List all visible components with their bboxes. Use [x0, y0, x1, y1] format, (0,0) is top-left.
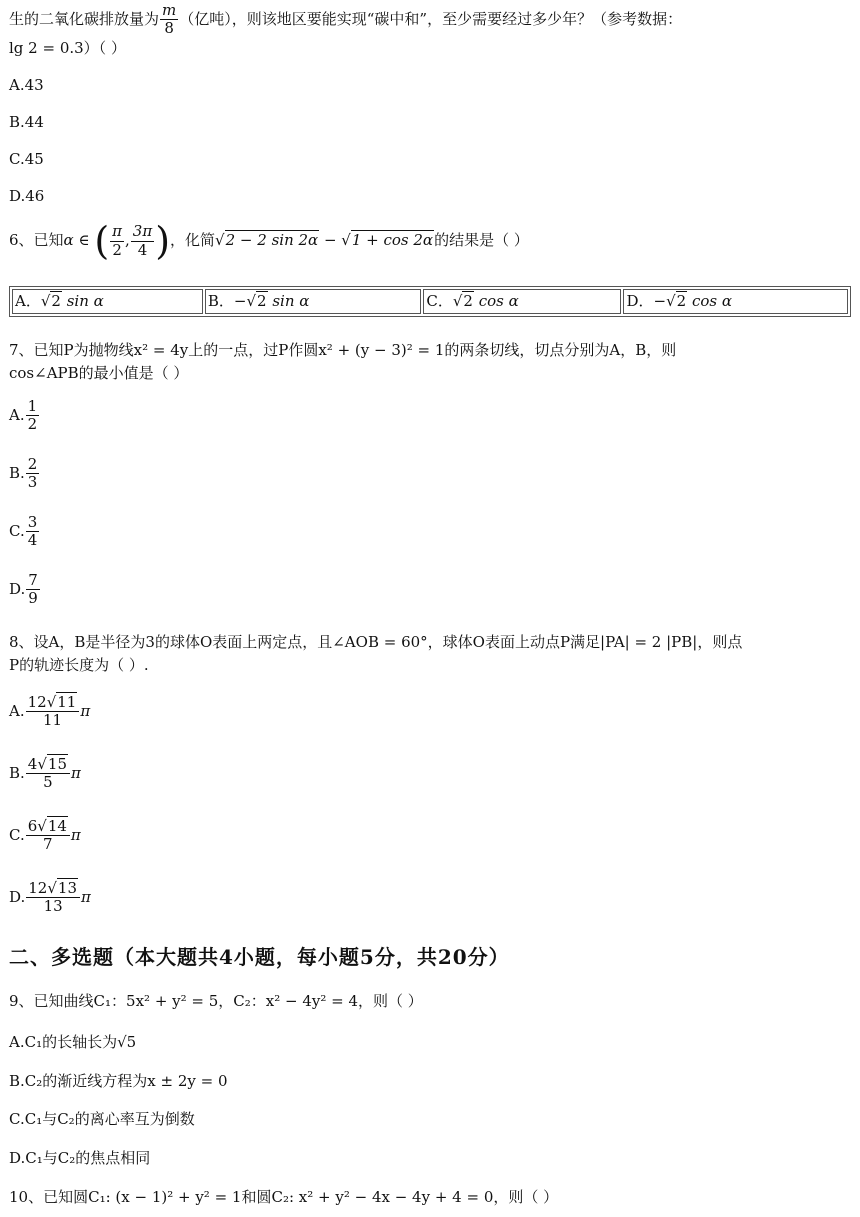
q6-paren-left: (	[94, 219, 110, 263]
q5-text-b: （亿吨），则该地区要能实现“碳中和”，至少需要经过多少年？（参考数据：	[179, 9, 683, 28]
q6-stem	[9, 219, 529, 263]
q6-opt-d-fn: cos α	[691, 292, 732, 311]
q8-opt-b-rad: 15	[47, 755, 67, 773]
q5-option-a: A.43	[9, 76, 44, 94]
q7-option-b	[9, 456, 40, 492]
q8-opt-d-coef: 12	[28, 879, 48, 897]
q8-option-b: B. $\frac{4√15}{5}$ π	[9, 755, 81, 792]
q8-opt-b-coef: 4	[27, 755, 38, 773]
q8-stem-line2: P的轨迹长度为（ ）.	[9, 656, 149, 674]
q7-opt-a-num: 1	[27, 397, 38, 415]
q5-option-b: B.44	[9, 113, 44, 131]
q8-opt-c-coef: 6	[27, 817, 38, 835]
q6-opt-b-root: 2	[257, 292, 267, 311]
q7-option-d	[9, 572, 41, 608]
q6-frac2-den: 4	[137, 240, 148, 259]
q8-opt-c-label: C.	[9, 825, 25, 844]
q6-var: α ∈	[63, 231, 95, 249]
q8-opt-a-label: A.	[9, 701, 25, 720]
q8-stem-line1: 8、设A，B是半径为3的球体O表面上两定点，且∠AOB = 60°，球体O表面上动点P满足|PA| = 2 |PB|，则点	[9, 633, 743, 651]
q6-frac2-num: 3π	[132, 222, 153, 241]
q6-option-c: C．√2 cos α	[423, 289, 621, 314]
q10-stem: 10、已知圆C₁: (x − 1)² + y² = 1和圆C₂: x² + y² − 4x − 4y + 4 = 0，则（ ）	[9, 1188, 559, 1206]
q5-frac-den: 8	[164, 19, 174, 38]
section-heading: 二、多选题（本大题共4小题，每小题5分，共20分）	[9, 945, 510, 969]
q9-option-d: D.C₁与C₂的焦点相同	[9, 1149, 151, 1167]
q6-option-d: D．−√2 cos α	[623, 289, 848, 314]
q8-opt-a-rad: 11	[57, 693, 77, 711]
q7-opt-d-num: 7	[28, 571, 38, 589]
q8-option-a: A. $\frac{12√11}{11}$ π	[9, 693, 91, 730]
q6-opt-d-label: D．	[626, 292, 654, 311]
q9-option-b: B.C₂的渐近线方程为x ± 2y = 0	[9, 1072, 228, 1090]
q8-opt-a-pi: π	[80, 701, 91, 720]
q6-frac1-den: 2	[112, 240, 122, 259]
q7-opt-d-den: 9	[28, 589, 38, 608]
q6-opt-c-fn: cos α	[478, 292, 519, 311]
q6-sqrt-1: √2 − 2 sin 2α	[215, 231, 319, 249]
q8-option-d: D. $\frac{12√13}{13}$ π	[9, 879, 91, 916]
q8-opt-b-den: 5	[43, 773, 53, 792]
q7-opt-b-label: B.	[9, 463, 25, 482]
q8-opt-c-pi: π	[70, 825, 81, 844]
q6-rad1: 2 − 2 sin 2α	[225, 231, 319, 249]
q6-frac-2	[131, 223, 154, 259]
q7-opt-b-den: 3	[27, 473, 38, 492]
q6-opt-d-root: 2	[676, 292, 687, 311]
q6-options-table	[9, 286, 851, 317]
q8-opt-d-den: 13	[43, 897, 63, 916]
q5-option-c: C.45	[9, 150, 44, 168]
q6-prefix: 6、已知	[9, 231, 64, 249]
q8-opt-d-pi: π	[81, 887, 91, 906]
q7-option-c	[9, 514, 40, 550]
q5-stem-line1	[9, 2, 682, 38]
q8-opt-c-rad: 14	[47, 817, 67, 835]
q7-opt-d-label: D.	[9, 579, 26, 598]
q6-opt-b-fn: sin α	[272, 292, 310, 311]
q6-rad2: 1 + cos 2α	[351, 231, 434, 249]
q6-option-b: B．−√2 sin α	[205, 289, 422, 314]
q8-opt-c-den: 7	[43, 835, 53, 854]
q6-opt-a-root: 2	[51, 292, 61, 311]
q6-opt-a-fn: sin α	[66, 292, 104, 311]
q6-option-a: A．√2 sin α	[12, 289, 203, 314]
q7-stem-line1: 7、已知P为抛物线x² = 4y上的一点，过P作圆x² + (y − 3)² = 1的两条切线，切点分别为A，B，则	[9, 341, 677, 359]
q8-option-c: C. $\frac{6√14}{7}$ π	[9, 817, 81, 854]
q6-opt-b-label: B．	[207, 292, 234, 311]
q7-opt-b-num: 2	[27, 455, 38, 473]
q6-frac-1	[110, 223, 124, 259]
q9-option-c: C.C₁与C₂的离心率互为倒数	[9, 1110, 195, 1128]
q6-frac1-num: π	[112, 222, 123, 241]
q8-opt-b-label: B.	[9, 763, 25, 782]
q6-opt-d-sign: −	[653, 292, 667, 311]
q9-option-a: A.C₁的长轴长为√5	[9, 1033, 137, 1051]
q6-opt-b-sign: −	[233, 292, 247, 311]
q8-opt-a-coef: 12	[27, 693, 47, 711]
q7-opt-c-label: C.	[9, 521, 25, 540]
q6-sqrt-2: √1 + cos 2α	[341, 231, 434, 249]
q7-opt-a-label: A.	[9, 405, 25, 424]
q9-stem: 9、已知曲线C₁：5x² + y² = 5，C₂：x² − 4y² = 4，则（ ）	[9, 992, 423, 1010]
q7-stem-line2: cos∠APB的最小值是（ ）	[9, 364, 189, 382]
q7-opt-a-den: 2	[27, 415, 38, 434]
q8-opt-a-den: 11	[42, 711, 63, 730]
q6-paren-right: )	[155, 219, 171, 263]
q5-frac-num: m	[162, 1, 177, 19]
q6-opt-c-label: C．	[426, 292, 453, 311]
q7-opt-c-den: 4	[27, 531, 38, 550]
q6-opt-a-label: A．	[15, 292, 41, 311]
q6-opt-c-root: 2	[463, 292, 473, 311]
q8-opt-d-rad: 13	[57, 879, 78, 897]
q5-stem-line2: lg 2 = 0.3）（ ）	[9, 39, 126, 57]
q5-option-d: D.46	[9, 187, 45, 205]
q8-opt-b-pi: π	[71, 763, 81, 782]
q7-opt-c-num: 3	[27, 513, 38, 531]
q5-text-a: 生的二氧化碳排放量为	[9, 9, 160, 28]
q6-comma: ,	[125, 231, 130, 249]
q7-option-a	[9, 398, 40, 434]
q5-fraction	[160, 2, 178, 38]
q8-opt-d-label: D.	[9, 887, 26, 906]
q6-suffix: 的结果是（ ）	[434, 231, 529, 249]
q6-mid: ，化简	[170, 231, 216, 249]
q6-minus: −	[319, 231, 342, 249]
